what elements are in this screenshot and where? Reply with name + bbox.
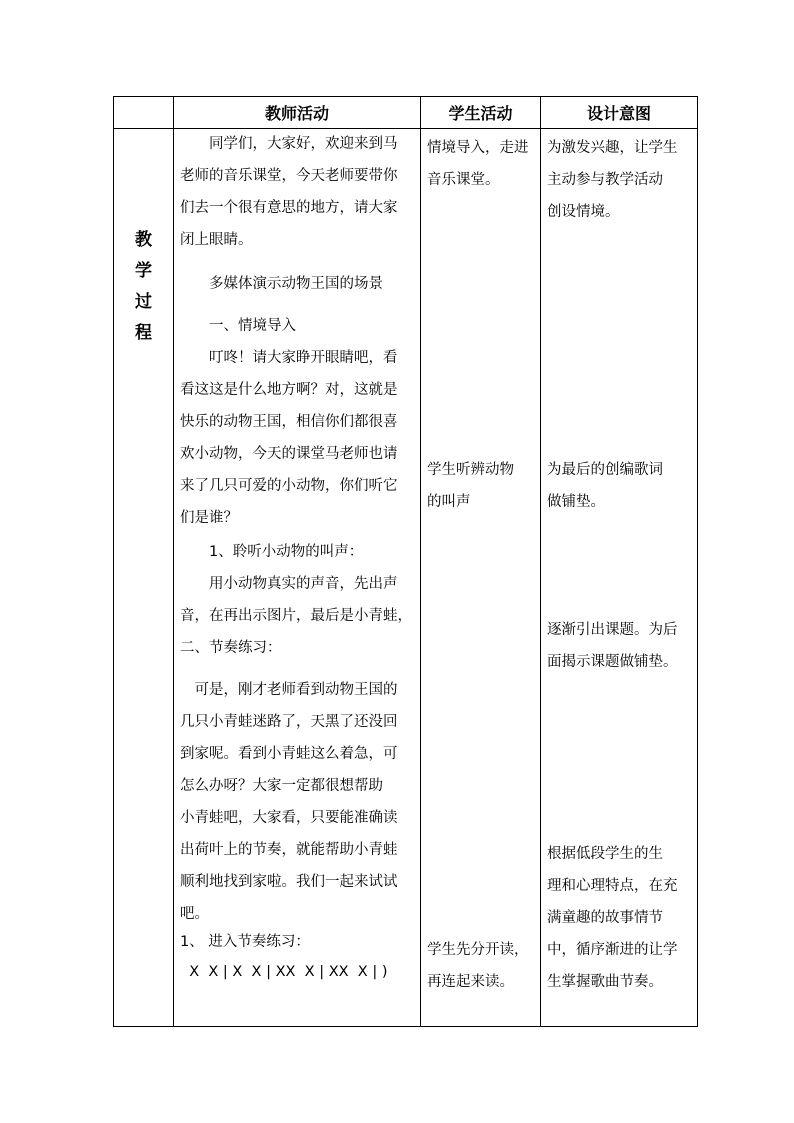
teacher-line: 怎么办呀？大家一定都很想帮助 — [180, 778, 383, 794]
design-line: 为激发兴趣，让学生 — [547, 140, 678, 156]
teacher-line: 出荷叶上的节奏，就能帮助小青蛙 — [180, 842, 398, 858]
teacher-line: 快乐的动物王国，相信你们都很喜 — [180, 414, 398, 430]
student-line: 音乐课堂。 — [427, 172, 500, 188]
design-line: 主动参与教学活动 — [547, 172, 663, 188]
teacher-line: 用小动物真实的声音，先出声 — [180, 576, 398, 592]
teacher-line: 老师的音乐课堂，今天老师要带你 — [180, 168, 398, 184]
side-label-char: 学 — [135, 261, 152, 281]
student-line: 学生先分开读， — [427, 942, 529, 958]
teacher-line: 来了几只可爱的小动物，你们听它 — [180, 478, 398, 494]
header-blank-cell — [114, 97, 174, 129]
teacher-line: 多媒体演示动物王国的场景 — [180, 276, 383, 292]
teacher-line: 闭上眼睛。 — [180, 232, 253, 248]
rhythm-pattern: X X | X X | XX X | XX X | ) — [180, 964, 388, 980]
student-line: 学生听辨动物 — [427, 462, 514, 478]
teacher-line: 二、节奏练习： — [180, 640, 282, 656]
teacher-line: 同学们，大家好，欢迎来到马 — [180, 136, 398, 152]
design-intent-cell — [541, 129, 698, 1027]
design-line: 根据低段学生的生 — [547, 846, 663, 862]
teacher-line: 们是谁？ — [180, 510, 238, 526]
teacher-line: 看这这是什么地方啊？对，这就是 — [180, 382, 398, 398]
design-line: 中，循序渐进的让学 — [547, 942, 678, 958]
design-line: 理和心理特点，在充 — [547, 878, 678, 894]
teacher-line: 可是，刚才老师看到动物王国的 — [180, 682, 398, 698]
design-line: 做铺垫。 — [547, 494, 605, 510]
header-design-intent: 设计意图 — [541, 97, 698, 129]
student-line: 再连起来读。 — [427, 974, 514, 990]
teaching-process-label — [114, 225, 173, 349]
student-line: 的叫声 — [427, 494, 471, 510]
student-activity-cell — [421, 129, 541, 1027]
teacher-line: 顺利地找到家啦。我们一起来试试 — [180, 874, 398, 890]
teacher-line: 吧。 — [180, 906, 209, 922]
teacher-activity-cell — [174, 129, 421, 1027]
teacher-line: 几只小青蛙迷路了，天黑了还没回 — [180, 714, 398, 730]
teacher-line: 音，在再出示图片，最后是小青蛙， — [180, 608, 412, 624]
student-line: 情境导入，走进 — [427, 140, 529, 156]
table-body-row — [114, 129, 698, 1027]
header-student-activity: 学生活动 — [421, 97, 541, 129]
header-teacher-activity: 教师活动 — [174, 97, 421, 129]
side-label-char: 过 — [135, 292, 152, 312]
design-line: 逐渐引出课题。为后 — [547, 622, 678, 638]
teacher-line: 小青蛙吧，大家看，只要能准确读 — [180, 810, 398, 826]
design-line: 创设情境。 — [547, 204, 620, 220]
lesson-plan-table — [113, 96, 698, 1027]
side-label-char: 程 — [135, 323, 152, 343]
teacher-line: 叮咚！请大家睁开眼睛吧，看 — [180, 350, 398, 366]
teacher-line: 欢小动物，今天的课堂马老师也请 — [180, 446, 398, 462]
design-line: 面揭示课题做铺垫。 — [547, 654, 678, 670]
teacher-line: 到家呢。看到小青蛙这么着急，可 — [180, 746, 398, 762]
table-header-row — [114, 97, 698, 129]
design-line: 为最后的创编歌词 — [547, 462, 663, 478]
design-line: 生掌握歌曲节奏。 — [547, 974, 663, 990]
design-line: 满童趣的故事情节 — [547, 910, 663, 926]
teacher-line: 一、情境导入 — [180, 318, 296, 334]
teacher-line: 1、聆听小动物的叫声： — [180, 544, 364, 560]
teacher-line: 1、 进入节奏练习： — [180, 934, 310, 950]
teaching-process-label-cell — [114, 129, 174, 1027]
side-label-char: 教 — [135, 230, 152, 250]
teacher-line: 们去一个很有意思的地方，请大家 — [180, 200, 398, 216]
